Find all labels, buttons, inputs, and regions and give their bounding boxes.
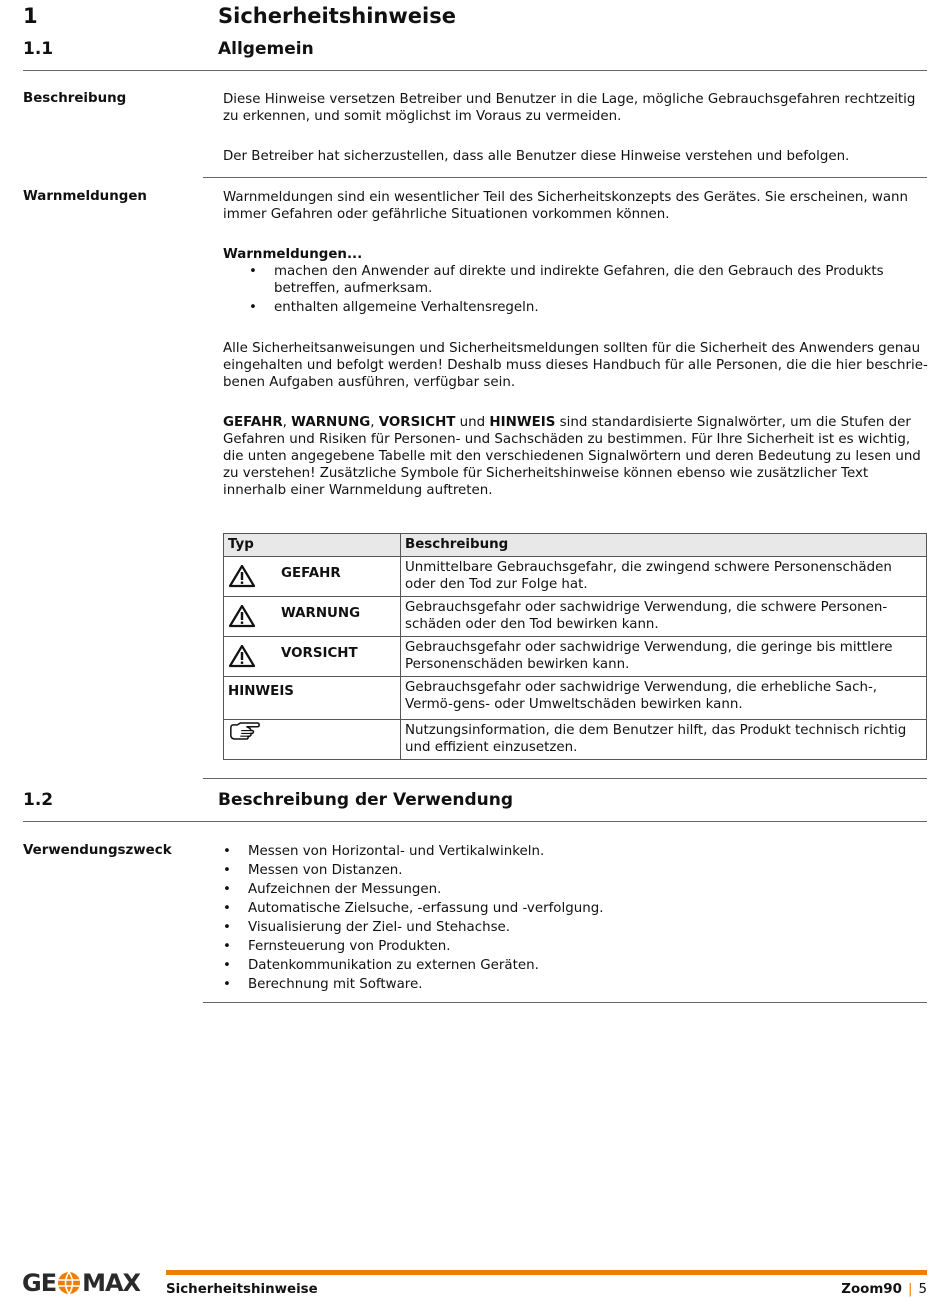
page-number: 5 [918,1282,927,1297]
footer-accent-bar [166,1270,927,1275]
signal-word-table [223,533,927,760]
type-cell [224,720,401,760]
paragraph: Alle Sicherheitsanweisungen und Sicherheitsmeldungen sollten für die Sicherheit des Anwenders genau eingehalten und befolgt werden! Deshalb muss dieses Handbuch für alle Personen, die die hier beschrie-benen Aufgaben ausführen, verfügbar sein. [223,341,928,390]
paragraph: Der Betreiber hat sicherzustellen, dass alle Benutzer diese Hinweise verstehen und befolgen. [223,149,850,164]
signal-word-gefahr: GEFAHR [223,415,283,430]
signal-word-warnung: WARNUNG [291,415,371,430]
description-cell: Gebrauchsgefahr oder sachwidrige Verwendung, die schwere Personen-schäden oder den Tod bewirken kann. [401,597,927,637]
list-item: • Automatische Zielsuche, -erfassung und -verfolgung. [223,900,903,917]
warning-triangle-icon [228,564,256,588]
footer-product: Zoom90 [841,1282,902,1297]
beschreibung-text [223,91,928,165]
globe-icon [57,1271,81,1295]
list-item: • Messen von Distanzen. [223,862,903,879]
separator: und [455,415,490,430]
section-title: Beschreibung der Verwendung [218,790,514,810]
warnmeldungen-bullets [249,263,909,316]
paragraph: Diese Hinweise versetzen Betreiber und Benutzer in die Lage, mögliche Gebrauchsgefahren rechtzeitig zu erkennen, und somit möglichst im Voraus zu vermeiden. [223,92,916,124]
footer-page-info [841,1282,927,1297]
type-label: VORSICHT [281,646,358,661]
table-row [224,677,927,720]
type-cell [224,637,401,677]
paragraph-rest: sind standardisierte Signalwörter, um die Stufen der Gefahren und Risiken für Personen- und Sachschäden zu bestimmen. Für Ihre Sicherheit ist es wichtig, die unten angegebene Tabelle mit den verschiedenen Signalwörtern und deren Bedeutung zu lesen und zu verstehen! Zusätzliche Symbole für Sicherheitshinweise können ebenso wie zusätzlicher Text innerhalb einer Warnmeldung auftreten. [223,415,921,498]
warning-triangle-icon [228,604,256,628]
type-cell [224,597,401,637]
column-header: Beschreibung [401,534,927,557]
section-title: Allgemein [218,39,314,59]
warning-triangle-icon [228,644,256,668]
chapter-number: 1 [23,4,38,28]
description-cell: Gebrauchsgefahr oder sachwidrige Verwendung, die geringe bis mittlere Personenschäden bewirken kann. [401,637,927,677]
block-divider [203,177,927,178]
chapter-title: Sicherheitshinweise [218,4,456,28]
separator: , [282,415,292,430]
table-row [224,557,927,597]
side-label-beschreibung: Beschreibung [23,91,127,106]
table-row [224,637,927,677]
signal-words-paragraph [223,414,928,499]
type-label: HINWEIS [228,684,294,699]
section-number: 1.1 [23,39,54,59]
section-divider [23,70,927,71]
list-item: • Aufzeichnen der Messungen. [223,881,903,898]
list-item: • Berechnung mit Software. [223,976,903,993]
logo-text: GE [22,1269,57,1297]
table-row [224,597,927,637]
geomax-logo [22,1268,140,1298]
list-item: • enthalten allgemeine Verhaltensregeln. [249,299,909,316]
table-row [224,720,927,760]
list-item: • machen den Anwender auf direkte und indirekte Gefahren, die den Gebrauch des Produkts betreffen, aufmerksam. [249,263,909,297]
list-item: • Fernsteuerung von Produkten. [223,938,903,955]
description-cell: Unmittelbare Gebrauchsgefahr, die zwingend schwere Personenschäden oder den Tod zur Folge hat. [401,557,927,597]
block-divider [203,778,927,779]
warnmeldungen-intro: Warnmeldungen sind ein wesentlicher Teil des Sicherheitskonzepts des Gerätes. Sie erscheinen, wann immer Gefahren oder gefährliche Situationen vorkommen können. [223,190,909,222]
type-cell [224,677,401,720]
description-cell: Nutzungsinformation, die dem Benutzer hilft, das Produkt technisch richtig und effizient einzusetzen. [401,720,927,760]
verwendung-list [223,843,903,995]
footer-separator: | [907,1282,913,1297]
pointing-hand-icon [228,722,262,741]
signal-word-hinweis: HINWEIS [489,415,556,430]
footer-section: Sicherheitshinweise [166,1282,318,1297]
separator: , [370,415,379,430]
side-label-warnmeldungen: Warnmeldungen [23,189,147,204]
column-header: Typ [224,534,401,557]
list-item: • Visualisierung der Ziel- und Stehachse. [223,919,903,936]
type-label: GEFAHR [281,566,341,581]
section-divider [23,821,927,822]
description-cell: Gebrauchsgefahr oder sachwidrige Verwendung, die erhebliche Sach-, Vermö-gens- oder Umweltschäden bewirken kann. [401,677,927,720]
signal-word-vorsicht: VORSICHT [378,415,456,430]
table-header-row [224,534,927,557]
block-divider [203,1002,927,1003]
list-item: • Datenkommunikation zu externen Geräten. [223,957,903,974]
warnmeldungen-subhead: Warnmeldungen... [223,247,363,262]
type-label: WARNUNG [281,606,361,621]
side-label-verwendungszweck: Verwendungszweck [23,843,172,858]
section-number: 1.2 [23,790,54,810]
list-item: • Messen von Horizontal- und Vertikalwinkeln. [223,843,903,860]
type-cell [224,557,401,597]
logo-text: MAX [82,1269,141,1297]
